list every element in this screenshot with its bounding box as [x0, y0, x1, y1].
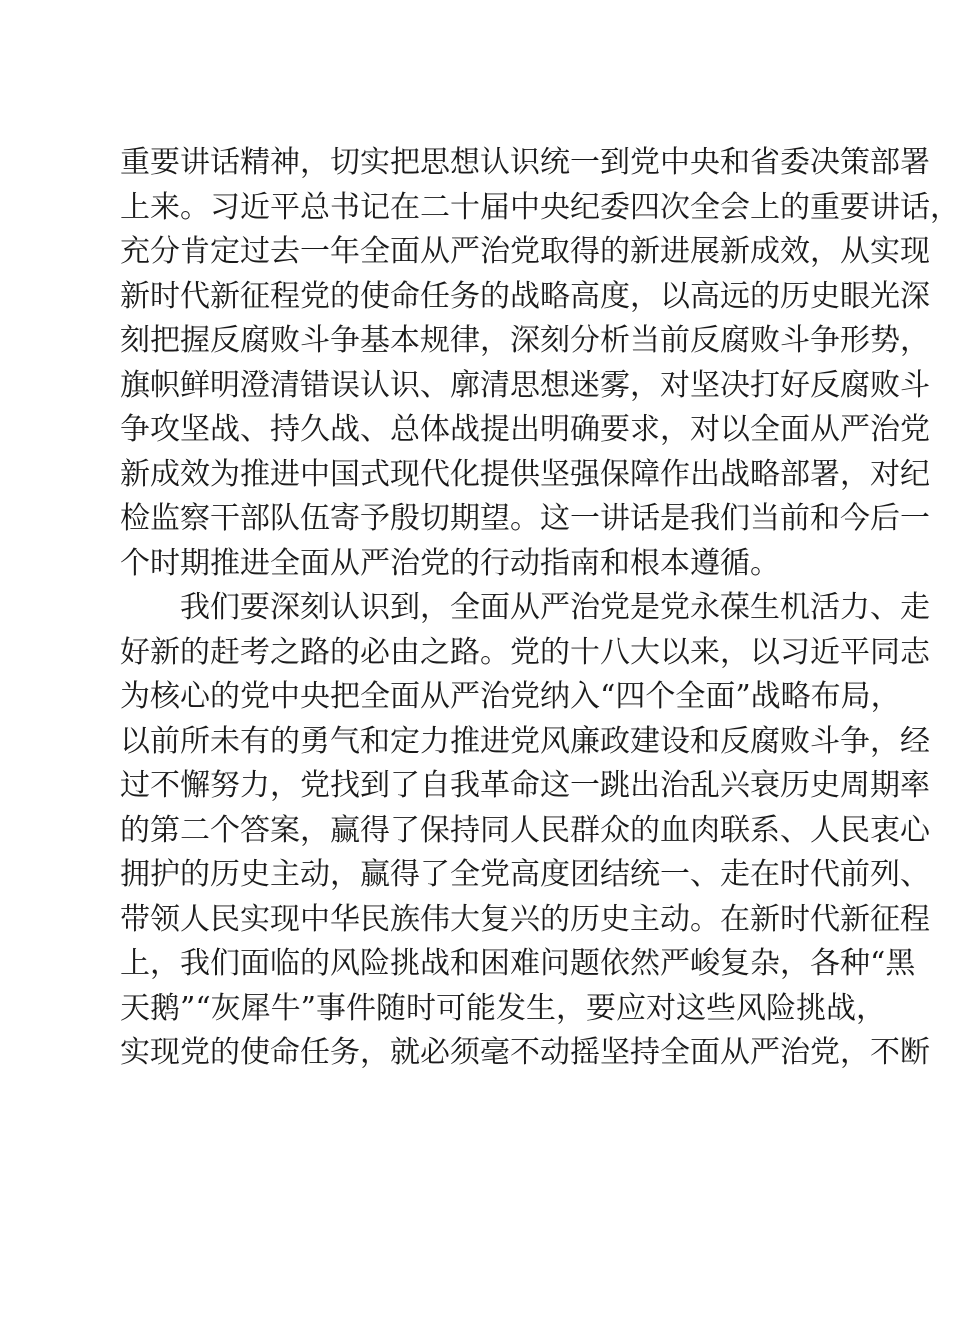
text-line: 为核心的党中央把全面从严治党纳入“四个全面”战略布局， [120, 679, 901, 714]
text-line: 个时期推进全面从严治党的行动指南和根本遵循。 [120, 545, 780, 581]
paragraph-1 [120, 141, 960, 586]
text-line: 好新的赶考之路的必由之路。党的十八大以来，以习近平同志 [120, 634, 930, 670]
text-line: 上，我们面临的风险挑战和困难问题依然严峻复杂，各种“黑 [120, 946, 916, 981]
text-line: 刻把握反腐败斗争基本规律，深刻分析当前反腐败斗争形势， [120, 323, 930, 358]
text-line: 新时代新征程党的使命任务的战略高度，以高远的历史眼光深 [120, 278, 930, 314]
text-line: 充分肯定过去一年全面从严治党取得的新进展新成效，从实现 [120, 234, 930, 269]
text-line: 上来。习近平总书记在二十届中央纪委四次全会上的重要讲话， [120, 189, 960, 225]
paragraph-2 [120, 586, 930, 1076]
text-line: 检监察干部队伍寄予殷切期望。这一讲话是我们当前和今后一 [120, 501, 930, 536]
text-line: 争攻坚战、持久战、总体战提出明确要求，对以全面从严治党 [120, 412, 930, 447]
text-line: 实现党的使命任务，就必须毫不动摇坚持全面从严治党，不断 [120, 1035, 930, 1070]
text-line: 天鹅”“灰犀牛”事件随时可能发生，要应对这些风险挑战， [120, 990, 887, 1026]
text-line: 重要讲话精神，切实把思想认识统一到党中央和省委决策部署 [120, 145, 930, 180]
text-line: 的第二个答案，赢得了保持同人民群众的血肉联系、人民衷心 [120, 812, 930, 848]
text-line: 带领人民实现中华民族伟大复兴的历史主动。在新时代新征程 [120, 901, 930, 937]
text-line: 新成效为推进中国式现代化提供坚强保障作出战略部署，对纪 [120, 456, 930, 492]
body-text [120, 141, 960, 1076]
text-line: 过不懈努力，党找到了自我革命这一跳出治乱兴衰历史周期率 [120, 768, 930, 803]
text-line: 以前所未有的勇气和定力推进党风廉政建设和反腐败斗争，经 [120, 723, 930, 759]
text-line: 拥护的历史主动，赢得了全党高度团结统一、走在时代前列、 [120, 857, 930, 892]
text-line: 我们要深刻认识到，全面从严治党是党永葆生机活力、走 [180, 590, 930, 625]
text-line: 旗帜鲜明澄清错误认识、廓清思想迷雾，对坚决打好反腐败斗 [120, 367, 930, 403]
